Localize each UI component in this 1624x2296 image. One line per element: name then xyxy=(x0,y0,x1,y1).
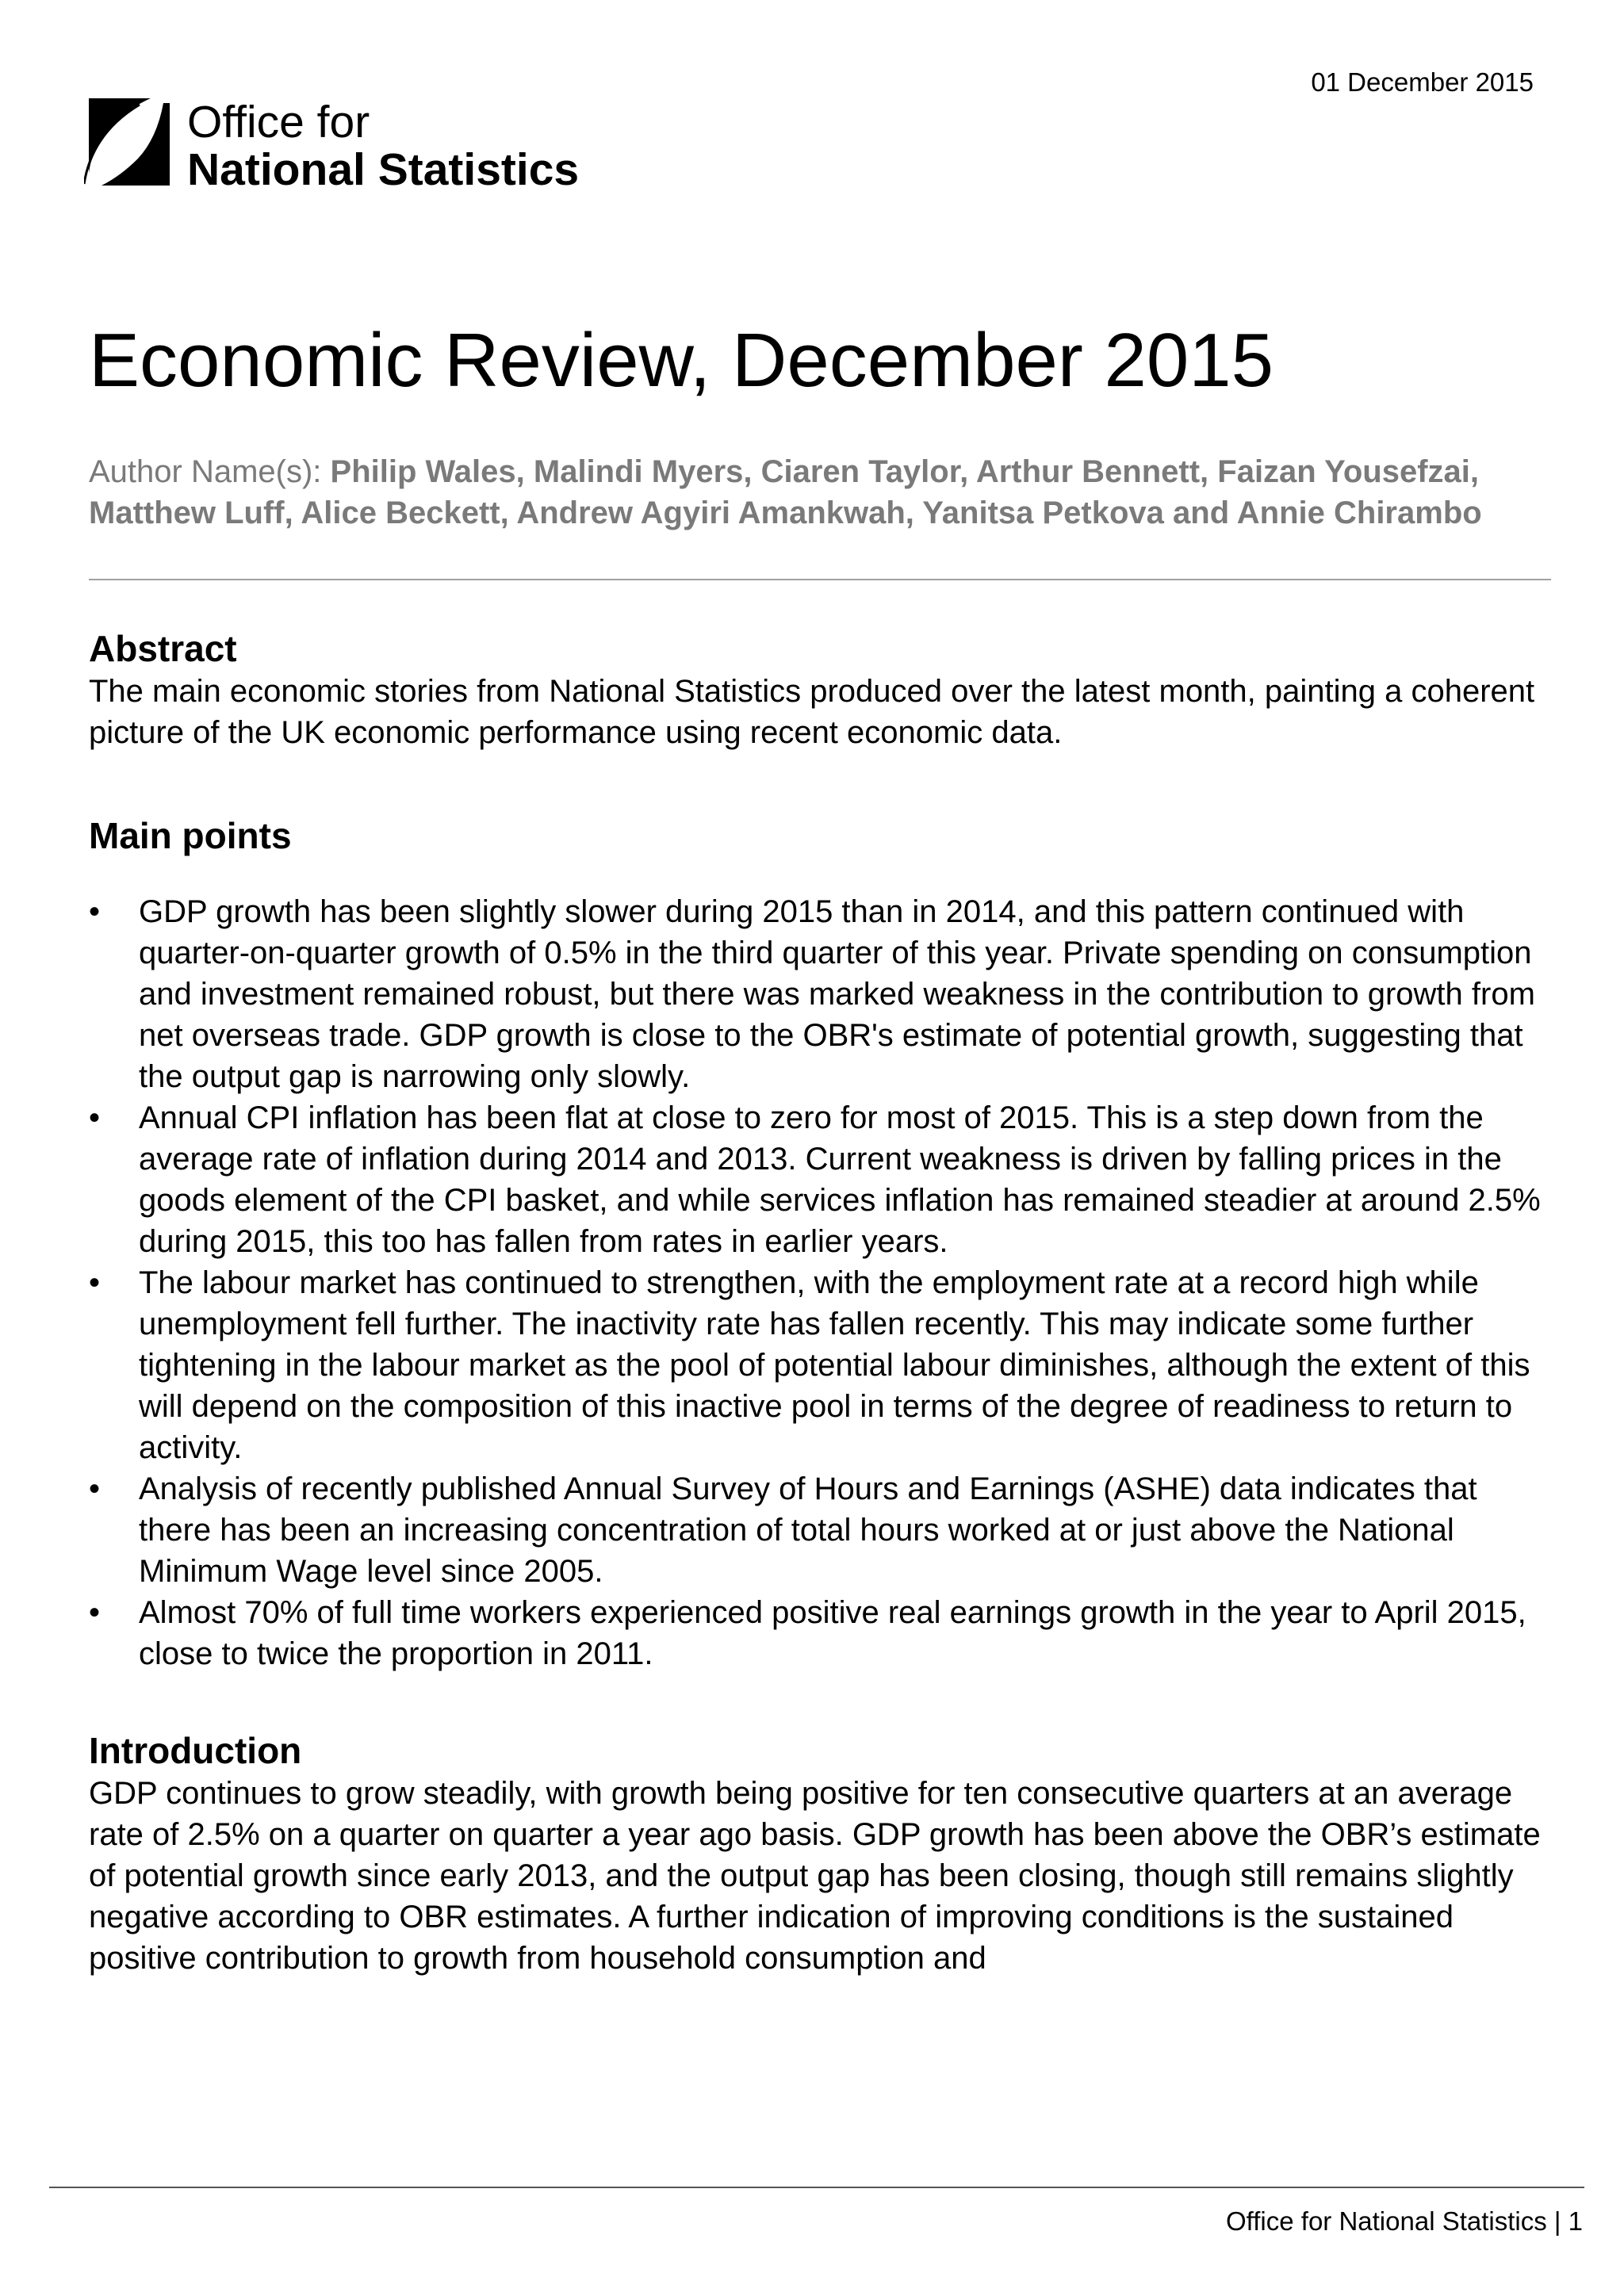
bullet: • xyxy=(89,1265,101,1300)
logo-line-2: National Statistics xyxy=(187,144,580,195)
publication-date: 01 December 2015 xyxy=(1311,67,1534,97)
authors-label: Author Name(s): xyxy=(89,454,331,489)
list-item-text: Annual CPI inflation has been flat at close to zero for most of 2015. This is a step down from the average rate of inflation during 2014 and 2013. Current weakness is driven by falling prices in the goods element of the CPI basket, and while services inflation has remained steadier at around 2.5% during 2015, this too has fallen from rates in earlier years. xyxy=(139,1100,1541,1259)
bullet: • xyxy=(89,1471,101,1506)
bullet: • xyxy=(89,894,101,929)
bullet: • xyxy=(89,1595,101,1630)
document-body xyxy=(89,626,1556,1979)
main-points-heading: Main points xyxy=(89,815,292,856)
list-item-text: Analysis of recently published Annual Survey of Hours and Earnings (ASHE) data indicates that there has been an increasing concentration of total hours worked at or just above the National Minimum Wage level since 2005. xyxy=(139,1471,1477,1589)
list-item xyxy=(89,1468,1556,1592)
logo-line-1: Office for xyxy=(187,97,370,147)
list-item-text: Almost 70% of full time workers experienced positive real earnings growth in the year to April 2015, close to twice the proportion in 2011. xyxy=(139,1595,1526,1671)
abstract-text: The main economic stories from National Statistics produced over the latest month, painting a coherent picture of the UK economic performance using recent economic data. xyxy=(89,674,1535,750)
ons-logo xyxy=(84,95,579,193)
introduction-text: GDP continues to grow steadily, with growth being positive for ten consecutive quarters at an average rate of 2.5% on a quarter on quarter a year ago basis. GDP growth has been above the OBR’s estimate of potential growth since early 2013, and the output gap has been closing, though still remains slightly negative according to OBR estimates. A further indication of improving conditions is the sustained positive contribution to growth from household consumption and xyxy=(89,1776,1541,1976)
main-points-list xyxy=(89,891,1556,1674)
footer-divider xyxy=(49,2187,1584,2188)
list-item xyxy=(89,891,1556,1097)
list-item-text: The labour market has continued to strengthen, with the employment rate at a record high while unemployment fell further. The inactivity rate has fallen recently. This may indicate some further tightening in the labour market as the pool of potential labour diminishes, although the extent of this will depend on the composition of this inactive pool in terms of the degree of readiness to return to activity. xyxy=(139,1265,1530,1465)
abstract-heading: Abstract xyxy=(89,628,237,669)
introduction-heading: Introduction xyxy=(89,1730,302,1771)
page-footer: Office for National Statistics | 1 xyxy=(1226,2206,1583,2236)
authors-names: Philip Wales, Malindi Myers, Ciaren Taylor, Arthur Bennett, Faizan Yousefzai, Matthew Luff, Alice Beckett, Andrew Agyiri Amankwah, Yanitsa Petkova and Annie Chirambo xyxy=(89,454,1482,530)
title-divider xyxy=(89,579,1551,580)
authors xyxy=(89,451,1556,534)
document-title: Economic Review, December 2015 xyxy=(89,318,1274,403)
list-item-text: GDP growth has been slightly slower during 2015 than in 2014, and this pattern continued with quarter-on-quarter growth of 0.5% in the third quarter of this year. Private spending on consumption and investment remained robust, but there was marked weakness in the contribution to growth from net overseas trade. GDP growth is close to the OBR's estimate of potential growth, suggesting that the output gap is narrowing only slowly. xyxy=(139,894,1535,1094)
list-item xyxy=(89,1592,1556,1674)
list-item xyxy=(89,1262,1556,1468)
ons-logo-icon xyxy=(84,95,173,189)
logo-wordmark xyxy=(187,98,579,193)
bullet: • xyxy=(89,1100,101,1135)
list-item xyxy=(89,1097,1556,1262)
